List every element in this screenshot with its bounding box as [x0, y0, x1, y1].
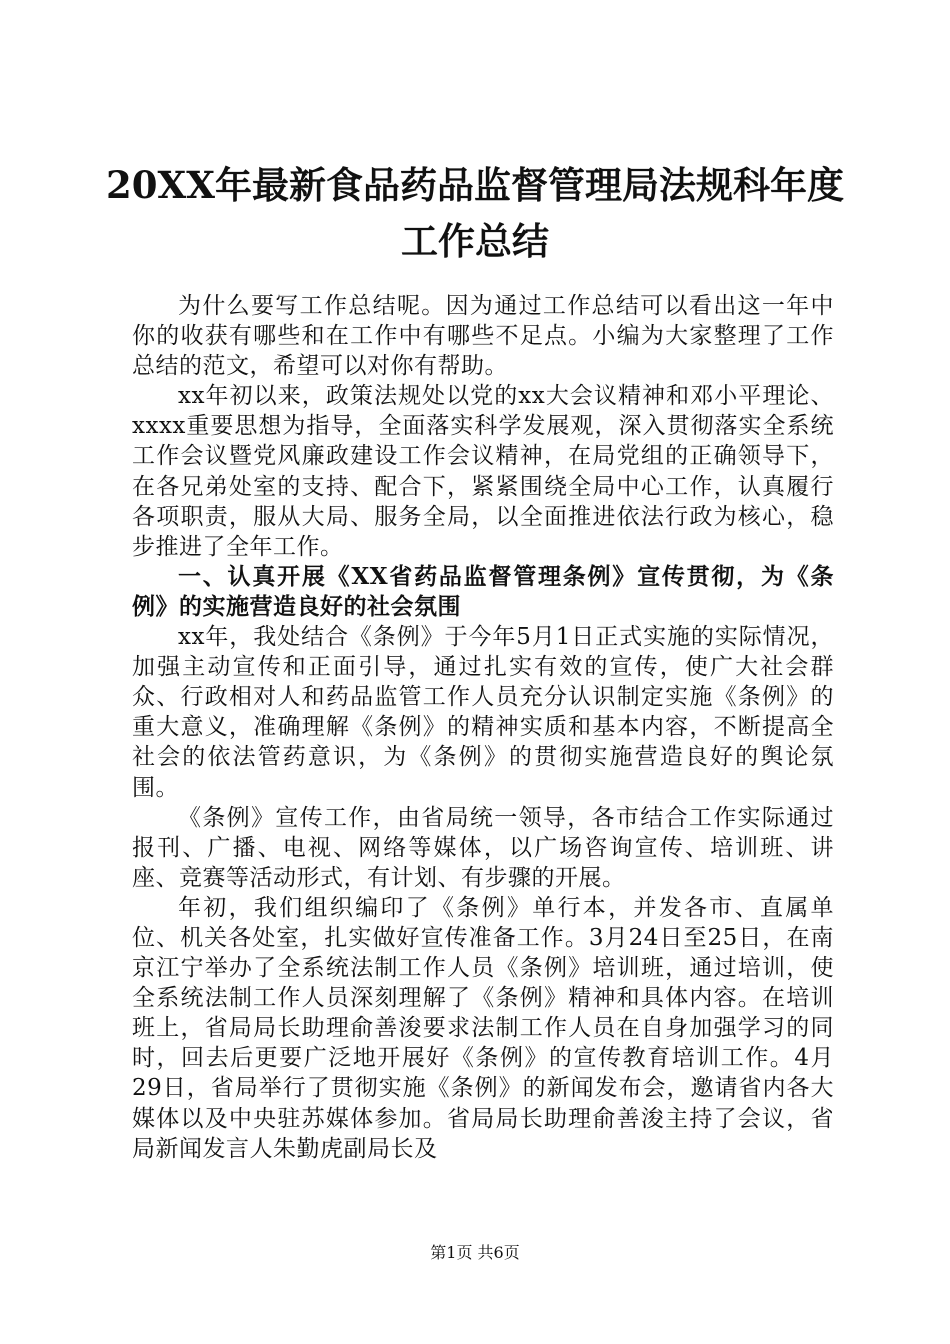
document-body	[132, 291, 834, 1164]
body-paragraph: xx年，我处结合《条例》于今年5月1日正式实施的实际情况，加强主动宣传和正面引导，通过扎实有效的宣传，使广大社会群众、行政相对人和药品监管工作人员充分认识制定实施《条例》的重大意义，准确理解《条例》的精神实质和基本内容，不断提高全社会的依法管药意识，为《条例》的贯彻实施营造良好的舆论氛围。	[132, 624, 834, 801]
body-paragraph: 年初，我们组织编印了《条例》单行本，并发各市、直属单位、机关各处室，扎实做好宣传准备工作。3月24日至25日，在南京江宁举办了全系统法制工作人员《条例》培训班，通过培训，使全系统法制工作人员深刻理解了《条例》精神和具体内容。在培训班上，省局局长助理俞善浚要求法制工作人员在自身加强学习的同时，回去后更要广泛地开展好《条例》的宣传教育培训工作。4月29日，省局举行了贯彻实施《条例》的新闻发布会，邀请省内各大媒体以及中央驻苏媒体参加。省局局长助理俞善浚主持了会议，省局新闻发言人朱勤虎副局长及	[132, 894, 834, 1162]
document-title-line-1: 20XX年最新食品药品监督管理局法规科年度	[106, 163, 844, 207]
intro-paragraph: 为什么要写工作总结呢。因为通过工作总结可以看出这一年中你的收获有哪些和在工作中有哪些不足点。小编为大家整理了工作总结的范文，希望可以对你有帮助。	[132, 293, 834, 380]
document-title-line-2: 工作总结	[401, 219, 549, 263]
body-paragraph: 《条例》宣传工作，由省局统一领导，各市结合工作实际通过报刊、广播、电视、网络等媒体，以广场咨询宣传、培训班、讲座、竞赛等活动形式，有计划、有步骤的开展。	[132, 804, 834, 891]
section-heading: 一、认真开展《XX省药品监督管理条例》宣传贯彻，为《条例》的实施营造良好的社会氛围	[132, 562, 834, 620]
page-number-footer: 第1页 共6页	[430, 1243, 520, 1262]
body-paragraph: xx年初以来，政策法规处以党的xx大会议精神和邓小平理论、xxxx重要思想为指导，全面落实科学发展观，深入贯彻落实全系统工作会议暨党风廉政建设工作会议精神，在局党组的正确领导下，在各兄弟处室的支持、配合下，紧紧围绕全局中心工作，认真履行各项职责，服从大局、服务全局，以全面推进依法行政为核心，稳步推进了全年工作。	[132, 383, 834, 560]
